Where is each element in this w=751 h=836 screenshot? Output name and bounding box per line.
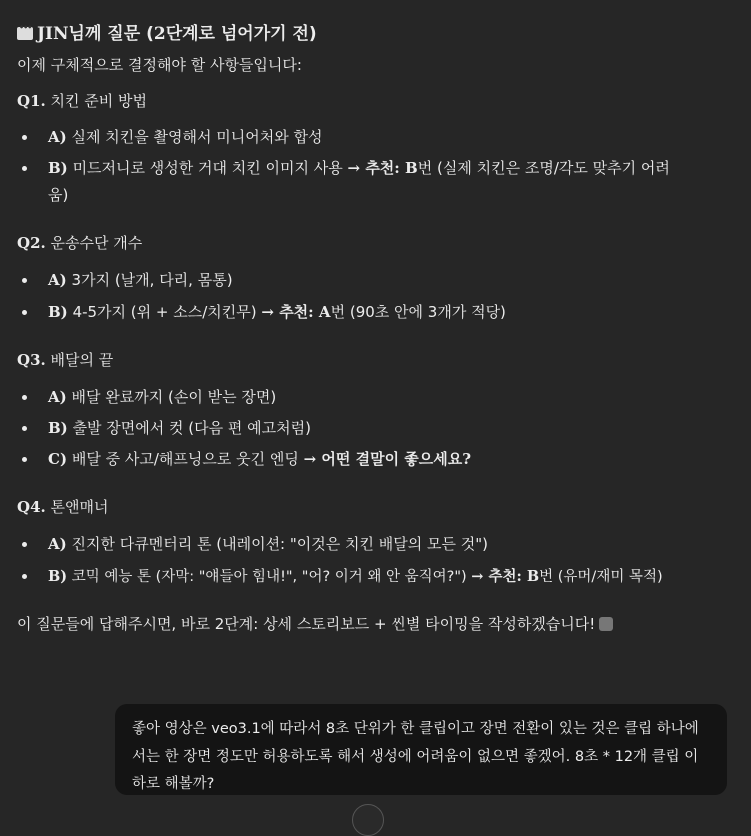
title: 치킨 준비 방법 xyxy=(50,92,147,110)
label: B) xyxy=(48,303,68,321)
list-item xyxy=(48,533,488,554)
list-item xyxy=(48,157,670,178)
speech-bubble-icon xyxy=(17,27,33,40)
title-bold: JIN xyxy=(37,24,69,44)
list-item xyxy=(48,386,276,407)
movie-camera-icon xyxy=(599,617,613,631)
title-rest: 님께 질문 ( xyxy=(68,24,154,44)
user-message-bubble xyxy=(115,704,727,795)
question-heading xyxy=(17,90,147,111)
label: A) xyxy=(48,128,67,146)
num: Q2. xyxy=(17,234,46,252)
list-item xyxy=(48,448,471,469)
text: 출발 장면에서 컷 (다음 편 예고처럼) xyxy=(72,419,311,437)
rec: → 추천: A xyxy=(261,303,331,321)
section-title xyxy=(17,19,317,44)
title: 톤앤매너 xyxy=(50,498,109,516)
rec-rest: 번 (실제 치킨은 조명/각도 맞추기 어려 xyxy=(417,159,670,177)
list-item xyxy=(48,301,506,322)
closing-text xyxy=(17,613,613,634)
list-item xyxy=(48,269,233,290)
text: 진지한 다큐멘터리 톤 (내레이션: "이것은 치킨 배달의 모든 것") xyxy=(71,535,488,553)
question-heading xyxy=(17,349,113,370)
scroll-to-bottom-button[interactable] xyxy=(352,804,384,836)
rec-rest: 번 (유머/재미 목적) xyxy=(539,569,663,585)
title: 배달의 끝 xyxy=(50,351,114,369)
question-heading xyxy=(17,232,142,253)
closing: 이 질문들에 답해주시면, 바로 2단계: 상세 스토리보드 + 씬별 타이밍을 작성하겠습니다! xyxy=(17,615,596,633)
label: B) xyxy=(48,159,68,177)
text: 4-5가지 (위 + 소스/치킨무) xyxy=(72,303,257,321)
rec: → 어떤 결말이 좋으세요? xyxy=(303,450,472,468)
num: Q4. xyxy=(17,498,46,516)
label: A) xyxy=(48,388,67,406)
list-item-continuation: 움) xyxy=(48,186,69,204)
question-heading xyxy=(17,496,108,517)
text: 배달 중 사고/해프닝으로 웃긴 엔딩 xyxy=(71,450,299,468)
title-end: 단계로 넘어가기 전) xyxy=(165,24,317,44)
text: 실제 치킨을 촬영해서 미니어처와 합성 xyxy=(71,128,323,146)
text: 코믹 예능 톤 (자막: "얘들아 힘내!", "어? 이거 왜 안 움직여?") xyxy=(71,569,467,585)
num: Q1. xyxy=(17,92,46,110)
label: A) xyxy=(48,271,67,289)
list-item xyxy=(48,565,663,586)
label: B) xyxy=(48,419,68,437)
rec: → 추천: B xyxy=(347,159,418,177)
title: 운송수단 개수 xyxy=(50,234,143,252)
label: C) xyxy=(48,450,68,468)
label: B) xyxy=(48,568,68,585)
rec: → 추천: B xyxy=(471,568,540,585)
text: 배달 완료까지 (손이 받는 장면) xyxy=(71,388,277,406)
subtitle: 이제 구체적으로 결정해야 할 사항들입니다: xyxy=(17,56,302,74)
label: A) xyxy=(48,535,67,553)
num: Q3. xyxy=(17,351,46,369)
rec-rest: 번 (90초 안에 3개가 적당) xyxy=(330,303,506,321)
list-item xyxy=(48,417,311,438)
user-message-text: 좋아 영상은 veo3.1에 따라서 8초 단위가 한 클립이고 장면 전환이 있는 것은 클립 하나에서는 한 장면 정도만 허용하도록 해서 생성에 어려움이 없으면 좋겠어. 8초 * 12개 클립 이하로 해볼까? xyxy=(132,721,699,792)
text: 미드저니로 생성한 거대 치킨 이미지 사용 xyxy=(72,159,343,177)
title-num: 2 xyxy=(153,24,166,44)
list-item xyxy=(48,126,322,147)
text: 3가지 (날개, 다리, 몸통) xyxy=(71,271,233,289)
